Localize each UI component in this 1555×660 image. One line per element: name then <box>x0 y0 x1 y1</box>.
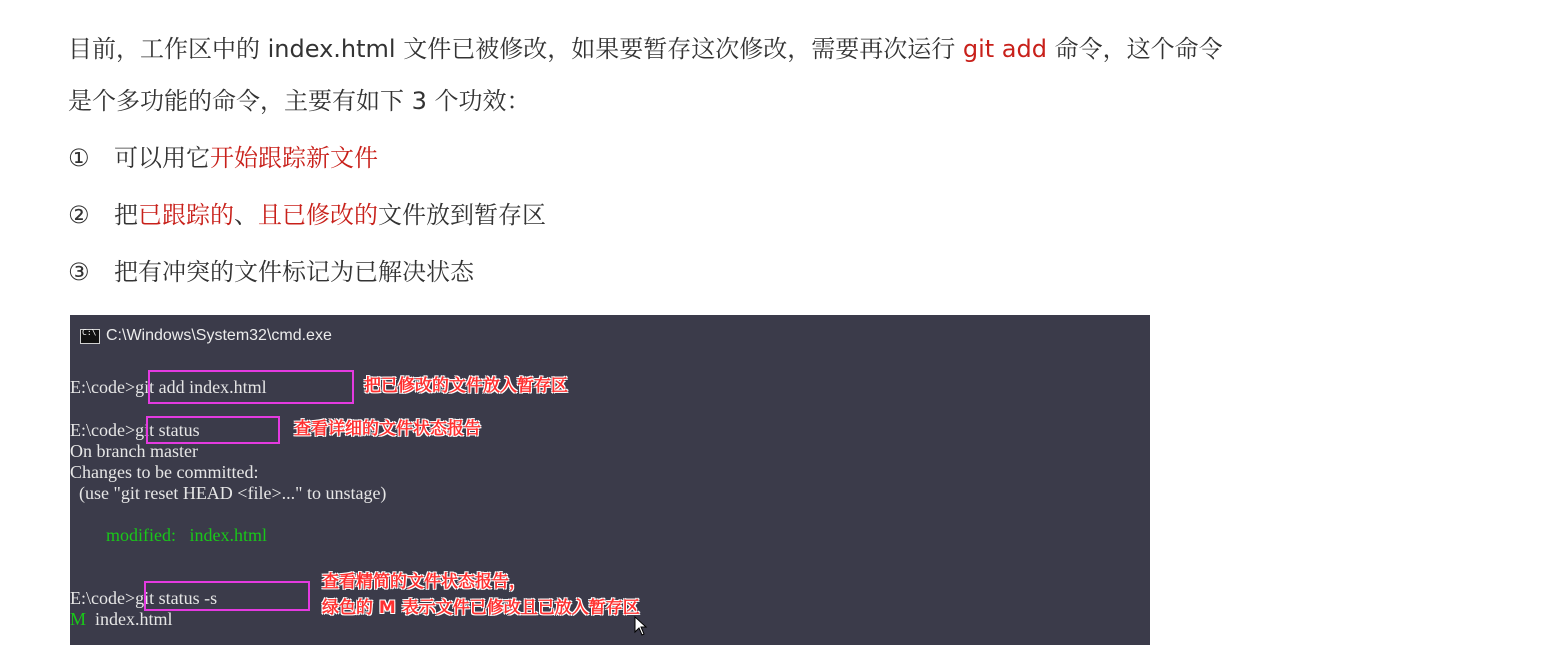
terminal-window <box>70 315 1150 645</box>
status-flag: M <box>70 609 87 629</box>
intro-text-before: 目前，工作区中的 index.html 文件已被修改，如果要暂存这次修改，需要再次运行 <box>68 35 963 63</box>
intro-text-after: 命令，这个命令 <box>1046 35 1223 63</box>
list-number: ③ <box>68 258 90 286</box>
prompt: E:\code <box>70 420 125 440</box>
list-text-after: 文件放到暂存区 <box>378 201 546 229</box>
terminal-titlebar <box>80 325 332 347</box>
prompt: E:\code <box>70 377 125 397</box>
prompt-gt: > <box>124 588 136 608</box>
prompt-gt: > <box>124 420 136 440</box>
annotation-note2: 查看详细的文件状态报告 <box>294 419 481 439</box>
prompt: E:\code <box>70 588 125 608</box>
highlight-box-cmd1 <box>148 370 354 404</box>
terminal-output-changes: Changes to be committed: <box>70 462 259 482</box>
highlight-box-cmd2 <box>146 416 280 444</box>
list-text: 把有冲突的文件标记为已解决状态 <box>114 258 474 286</box>
list-highlight: 开始跟踪新文件 <box>210 144 378 172</box>
list-item-2 <box>68 199 546 231</box>
terminal-title: C:\Windows\System32\cmd.exe <box>106 327 332 344</box>
command-text: git status -s <box>135 588 218 608</box>
list-text: 把 <box>114 201 138 229</box>
list-separator: 、 <box>234 201 258 229</box>
list-item-1 <box>68 142 378 174</box>
command-text: git status <box>135 420 200 440</box>
list-number: ② <box>68 201 90 229</box>
cmd-icon <box>80 329 100 344</box>
intro-paragraph-line1 <box>68 33 1223 65</box>
list-highlight-2: 且已修改的 <box>258 201 378 229</box>
list-highlight: 已跟踪的 <box>138 201 234 229</box>
command-text: git add index.html <box>135 377 267 397</box>
list-text: 可以用它 <box>114 144 210 172</box>
terminal-output-modified: modified: index.html <box>70 525 267 545</box>
prompt-gt: > <box>124 377 136 397</box>
annotation-note3-line1: 查看精简的文件状态报告， <box>322 572 526 592</box>
intro-command-highlight: git add <box>962 35 1047 63</box>
terminal-output-hint: (use "git reset HEAD <file>..." to unstage) <box>70 483 387 503</box>
intro-paragraph-line2: 是个多功能的命令，主要有如下 3 个功效： <box>68 87 531 115</box>
highlight-box-cmd3 <box>144 581 310 611</box>
status-file: index.html <box>86 609 173 629</box>
terminal-output-short <box>70 609 173 629</box>
mouse-cursor-icon <box>634 616 648 636</box>
list-number: ① <box>68 144 90 172</box>
list-item-3 <box>68 256 474 288</box>
annotation-note1: 把已修改的文件放入暂存区 <box>364 376 568 396</box>
terminal-output-branch: On branch master <box>70 441 198 461</box>
annotation-note3-line2: 绿色的 M 表示文件已修改且已放入暂存区 <box>322 598 640 618</box>
